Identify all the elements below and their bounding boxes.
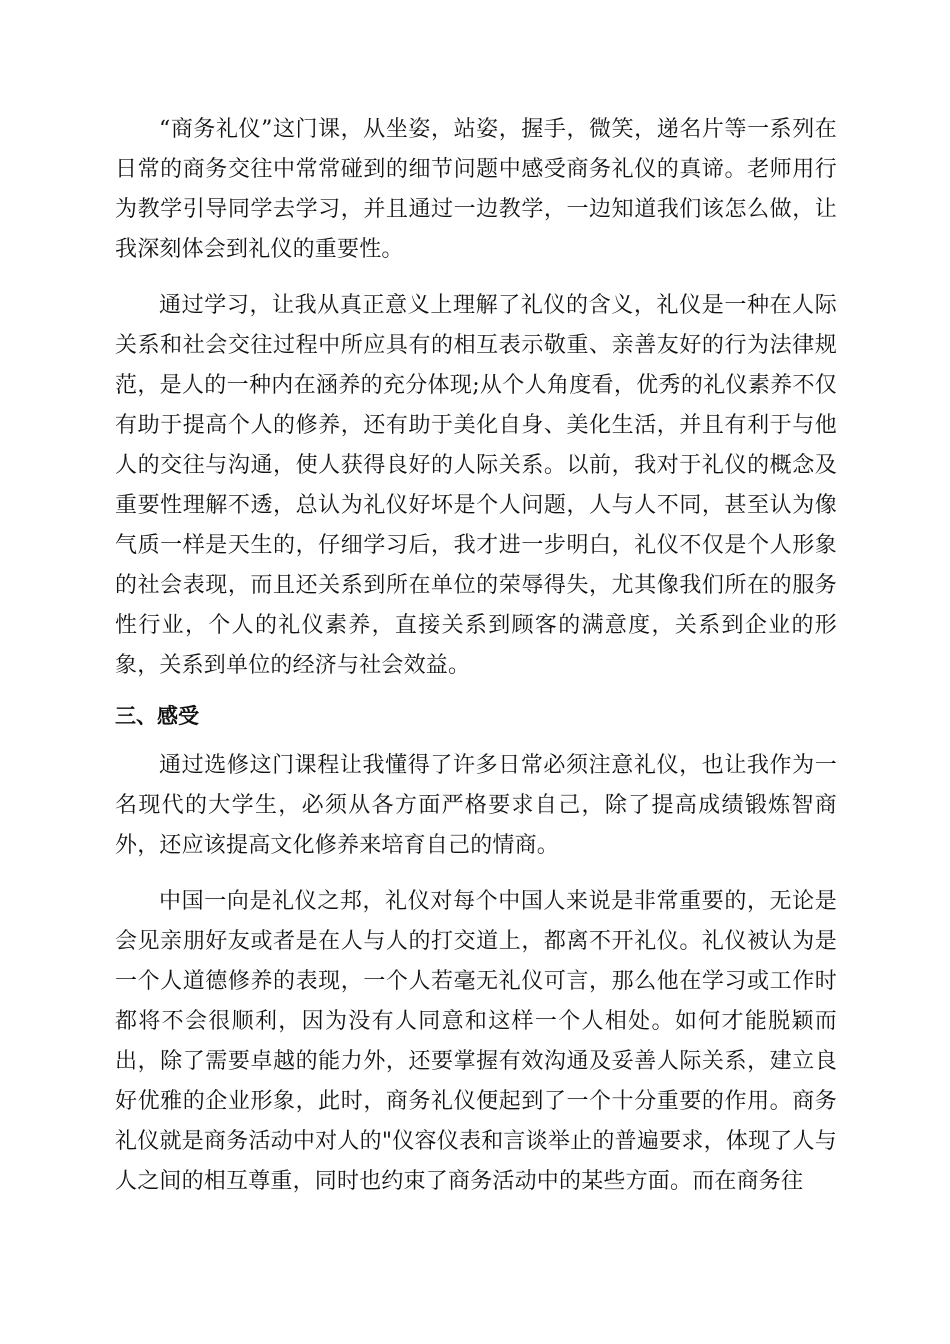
paragraph-course-intro: “商务礼仪”这门课，从坐姿，站姿，握手，微笑，递名片等一系列在日常的商务交往中常常碰到的细节问题中感受商务礼仪的真谛。老师用行为教学引导同学去学习，并且通过一边教学，一边知道我们该怎么做，让我深刻体会到礼仪的重要性。 xyxy=(115,117,837,262)
paragraph-china-etiquette: 中国一向是礼仪之邦，礼仪对每个中国人来说是非常重要的，无论是会见亲朋好友或者是在人与人的打交道上，都离不开礼仪。礼仪被认为是一个人道德修养的表现，一个人若毫无礼仪可言，那么他在学习或工作时都将不会很顺利，因为没有人同意和这样一个人相处。如何才能脱颖而出，除了需要卓越的能力外，还要掌握有效沟通及妥善人际关系，建立良好优雅的企业形象，此时，商务礼仪便起到了一个十分重要的作用。商务礼仪就是商务活动中对人的"仪容仪表和言谈举止的普遍要求，体现了人与人之间的相互尊重，同时也约束了商务活动中的某些方面。而在商务往 xyxy=(115,889,837,1194)
paragraph-meaning-of-etiquette: 通过学习，让我从真正意义上理解了礼仪的含义，礼仪是一种在人际关系和社会交往过程中所应具有的相互表示敬重、亲善友好的行为法律规范，是人的一种内在涵养的充分体现;从个人角度看，优秀的礼仪素养不仅有助于提高个人的修养，还有助于美化自身、美化生活，并且有利于与他人的交往与沟通，使人获得良好的人际关系。以前，我对于礼仪的概念及重要性理解不透，总认为礼仪好坏是个人问题，人与人不同，甚至认为像气质一样是天生的，仔细学习后，我才进一步明白，礼仪不仅是个人形象的社会表现，而且还关系到所在单位的荣辱得失，尤其像我们所在的服务性行业，个人的礼仪素养，直接关系到顾客的满意度，关系到企业的形象，关系到单位的经济与社会效益。 xyxy=(115,293,837,678)
document-page xyxy=(115,110,837,1202)
paragraph-course-feelings: 通过选修这门课程让我懂得了许多日常必须注意礼仪，也让我作为一名现代的大学生，必须从各方面严格要求自己，除了提高成绩锻炼智商外，还应该提高文化修养来培育自己的情商。 xyxy=(115,753,837,858)
section-heading: 三、感受 xyxy=(115,704,199,728)
